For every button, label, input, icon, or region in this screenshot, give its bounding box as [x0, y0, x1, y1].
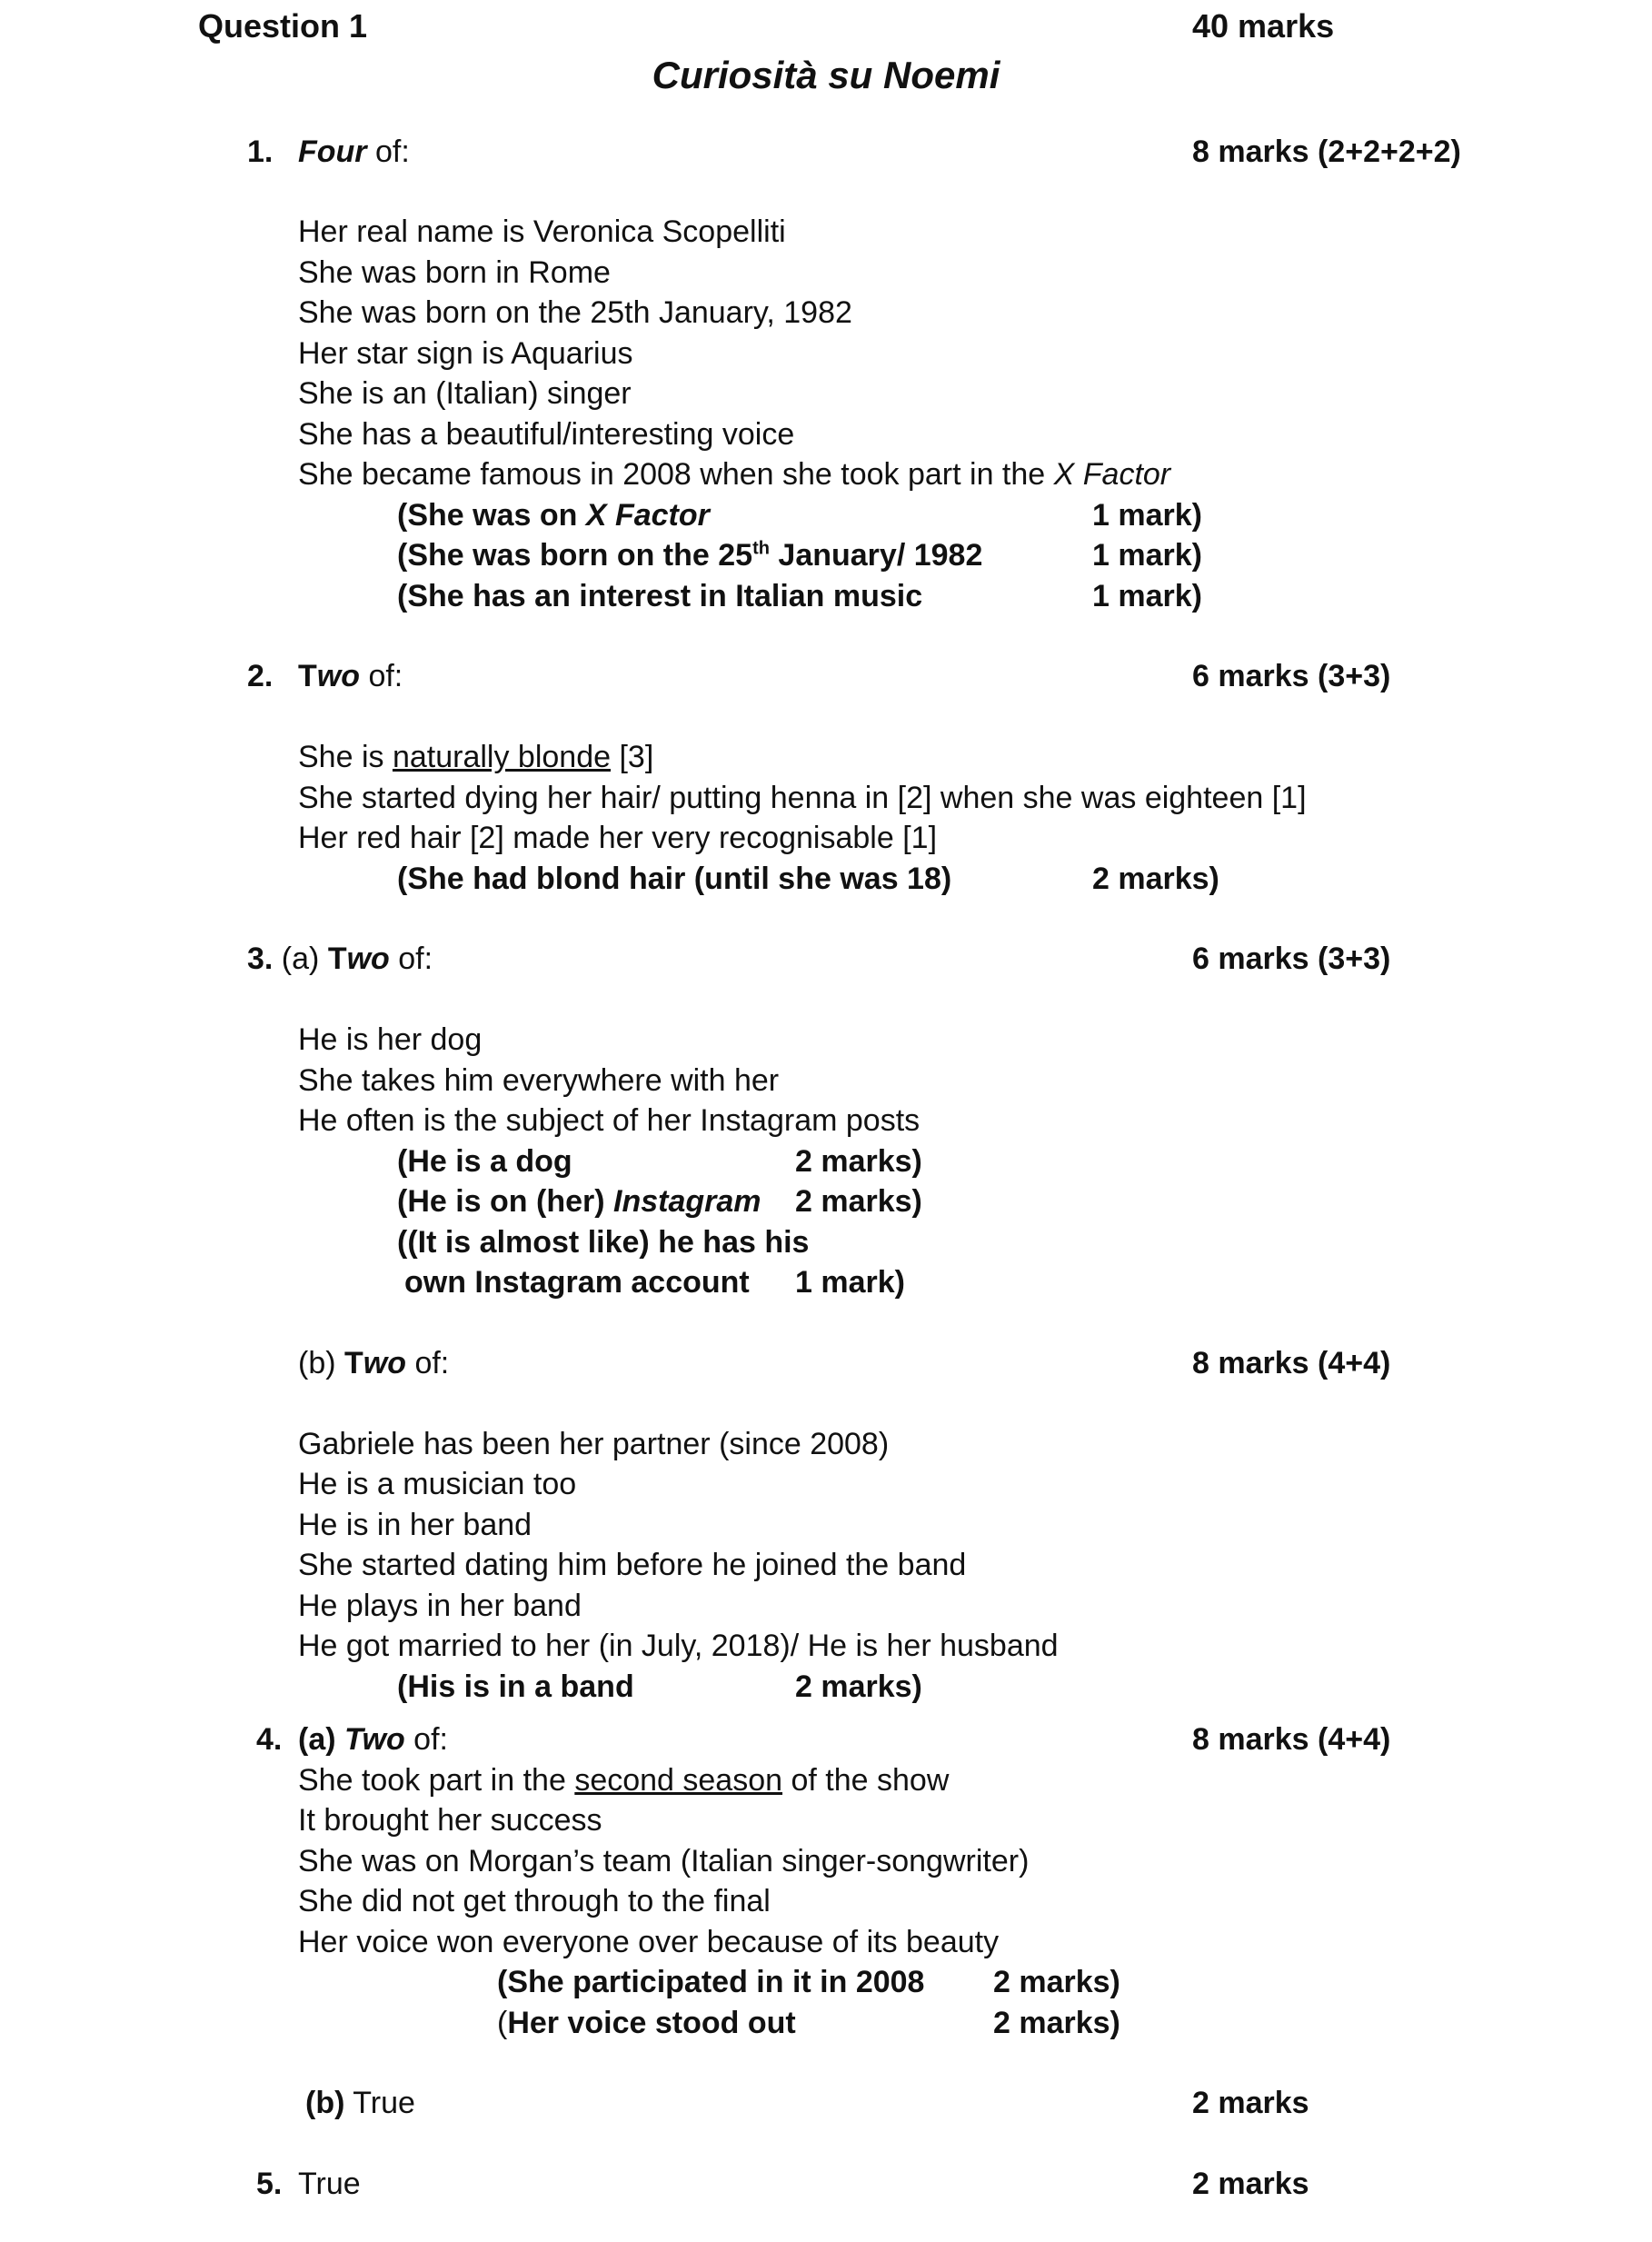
- q1-partial-marks: 1 mark): [1092, 498, 1202, 533]
- q1-instruction: [298, 132, 410, 173]
- page-title: Curiosità su Noemi: [652, 54, 1000, 96]
- q3a-partial-marks: 1 mark): [795, 1265, 905, 1300]
- q4a-partial-paren: (: [497, 2006, 508, 2040]
- q3a-quantifier-italic: wo: [346, 942, 390, 976]
- q4a-of: of:: [404, 1722, 448, 1757]
- q3a-answer: She takes him everywhere with her: [298, 1063, 780, 1098]
- q3a-partial: own Instagram account: [404, 1265, 750, 1300]
- q4a-answer-text-post: of the show: [782, 1763, 950, 1798]
- q4a-answer: Her voice won everyone over because of its beauty: [298, 1925, 1000, 1959]
- q3a-marks: 6 marks (3+3): [1192, 942, 1391, 976]
- q3b-marks: 8 marks (4+4): [1192, 1346, 1391, 1380]
- q1-partial-italic: X Factor: [585, 498, 710, 533]
- q2-answer: Her red hair [2] made her very recognisable [1]: [298, 821, 938, 855]
- q3b-answer: He got married to her (in July, 2018)/ He is her husband: [298, 1629, 1059, 1663]
- q4a-answer: [298, 1760, 949, 1801]
- q1-quantifier: Four: [298, 135, 367, 169]
- q1-answer: She is an (Italian) singer: [298, 376, 632, 411]
- q3b-quantifier-italic: wo: [363, 1346, 406, 1380]
- q4a-marks: 8 marks (4+4): [1192, 1722, 1391, 1757]
- q3a-partial: (He is a dog: [397, 1144, 572, 1179]
- q1-partial-marks: 1 mark): [1092, 538, 1202, 573]
- q3a-part: (a): [273, 942, 328, 976]
- q1-partial-text-post: January/ 1982: [769, 538, 983, 573]
- q2-of: of:: [360, 659, 403, 693]
- q2-answer: She started dying her hair/ putting henna in [2] when she was eighteen [1]: [298, 781, 1307, 815]
- q1-answer: She was born in Rome: [298, 255, 611, 290]
- q3b-quantifier: T: [344, 1346, 363, 1380]
- q3b-answer: He plays in her band: [298, 1589, 582, 1623]
- q2-answer: [298, 737, 653, 778]
- q4a-quantifier: Two: [344, 1722, 405, 1757]
- q1-partial-superscript: th: [752, 538, 770, 559]
- q1-partial-text: (She was on: [397, 498, 586, 533]
- q1-partial: [397, 495, 710, 536]
- q2-instruction: [298, 656, 403, 697]
- question-heading: Question 1: [198, 7, 368, 45]
- q4a-partial: [497, 2003, 796, 2044]
- q2-answer-underlined: naturally blonde: [392, 740, 612, 774]
- q3b-of: of:: [406, 1346, 450, 1380]
- q4a-partial-marks: 2 marks): [993, 2006, 1120, 2040]
- q4b-marks: 2 marks: [1192, 2086, 1309, 2120]
- q2-marks: 6 marks (3+3): [1192, 659, 1391, 693]
- q4-number: 4.: [256, 1722, 283, 1757]
- q4a-partial-marks: 2 marks): [993, 1965, 1120, 1999]
- q5-number: 5.: [256, 2167, 283, 2201]
- q1-partial-marks: 1 mark): [1092, 579, 1202, 613]
- q4b-answer: [305, 2083, 415, 2124]
- q3a-of: of:: [389, 942, 433, 976]
- q3b-answer: Gabriele has been her partner (since 2008): [298, 1427, 890, 1461]
- q1-answer: She has a beautiful/interesting voice: [298, 417, 795, 452]
- q1-marks: 8 marks (2+2+2+2): [1192, 135, 1461, 169]
- q2-answer-text-post: [3]: [611, 740, 654, 774]
- q4a-answer-underlined: second season: [574, 1763, 783, 1798]
- q2-quantifier-italic: wo: [316, 659, 360, 693]
- q2-number: 2.: [247, 659, 274, 693]
- q3a-instruction: [247, 939, 433, 980]
- q3b-answer: He is in her band: [298, 1508, 532, 1542]
- q3a-partial-italic: Instagram: [613, 1184, 761, 1219]
- q3b-partial: (His is in a band: [397, 1669, 634, 1704]
- q3a-partial-marks: 2 marks): [795, 1184, 922, 1219]
- q4a-partial-text: Her voice stood out: [507, 2006, 796, 2040]
- q1-partial: [397, 535, 982, 576]
- q3a-answer: He is her dog: [298, 1022, 483, 1057]
- q4a-answer: She did not get through to the final: [298, 1884, 771, 1918]
- q3a-partial: [397, 1181, 761, 1222]
- q3a-answer: He often is the subject of her Instagram posts: [298, 1103, 921, 1138]
- q1-answer: She was born on the 25th January, 1982: [298, 295, 852, 330]
- total-marks: 40 marks: [1192, 7, 1335, 45]
- q4b-answer-text: True: [344, 2086, 415, 2120]
- q2-partial: (She had blond hair (until she was 18): [397, 862, 952, 896]
- q3a-partial-text: (He is on (her): [397, 1184, 614, 1219]
- q3b-answer: He is a musician too: [298, 1467, 577, 1501]
- q1-answer: Her star sign is Aquarius: [298, 336, 633, 371]
- q3b-part: (b): [298, 1346, 344, 1380]
- q1-partial-text: (She was born on the 25: [397, 538, 753, 573]
- q5-marks: 2 marks: [1192, 2167, 1309, 2201]
- q3b-answer: She started dating him before he joined the band: [298, 1548, 967, 1582]
- q3b-partial-marks: 2 marks): [795, 1669, 922, 1704]
- q1-number: 1.: [247, 135, 274, 169]
- q4b-part: (b): [305, 2086, 345, 2120]
- q3a-partial-marks: 2 marks): [795, 1144, 922, 1179]
- q4a-answer: It brought her success: [298, 1803, 602, 1838]
- q4a-partial: (She participated in it in 2008: [497, 1965, 925, 1999]
- q4a-instruction: [298, 1719, 448, 1760]
- q5-answer: True: [298, 2167, 361, 2201]
- q2-partial-marks: 2 marks): [1092, 862, 1219, 896]
- q1-of: of:: [366, 135, 410, 169]
- q3a-partial: ((It is almost like) he has his: [397, 1225, 810, 1260]
- q3-number: 3.: [247, 942, 274, 976]
- q1-answer: Her real name is Veronica Scopelliti: [298, 214, 786, 249]
- q4a-part: (a): [298, 1722, 344, 1757]
- q1-answer-last-italic: X Factor: [1053, 457, 1171, 492]
- q2-quantifier: T: [298, 659, 317, 693]
- q1-partial: (She has an interest in Italian music: [397, 579, 923, 613]
- q3a-quantifier: T: [327, 942, 347, 976]
- q4a-answer: She was on Morgan’s team (Italian singer-songwriter): [298, 1844, 1030, 1878]
- q4a-answer-text: She took part in the: [298, 1763, 575, 1798]
- q3b-instruction: [298, 1343, 449, 1384]
- q1-answer-last-text: She became famous in 2008 when she took part in the: [298, 457, 1054, 492]
- q1-answer: [298, 454, 1170, 495]
- q2-answer-text: She is: [298, 740, 393, 774]
